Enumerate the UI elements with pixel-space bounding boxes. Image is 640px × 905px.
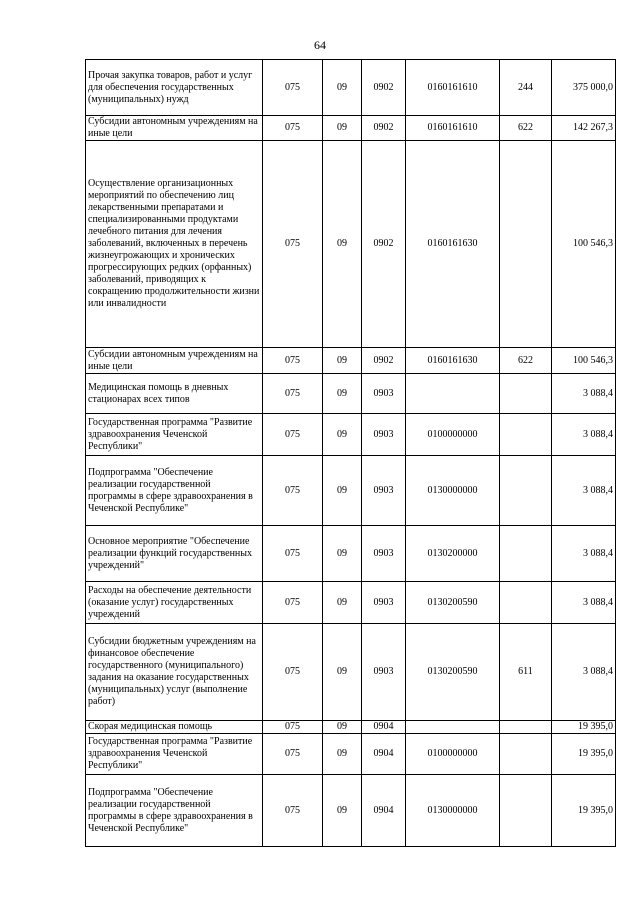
expense-type-code: 622 bbox=[500, 116, 552, 141]
expense-type-code bbox=[500, 526, 552, 582]
subsection-code: 0902 bbox=[362, 60, 406, 116]
section-code: 09 bbox=[323, 775, 362, 847]
amount: 19 395,0 bbox=[552, 734, 616, 775]
subsection-code: 0902 bbox=[362, 348, 406, 374]
budget-table bbox=[85, 59, 616, 847]
section-code: 09 bbox=[323, 456, 362, 526]
target-article-code: 0100000000 bbox=[406, 734, 500, 775]
expense-type-code bbox=[500, 414, 552, 456]
ministry-code: 075 bbox=[263, 116, 323, 141]
ministry-code: 075 bbox=[263, 734, 323, 775]
amount: 19 395,0 bbox=[552, 775, 616, 847]
amount: 100 546,3 bbox=[552, 141, 616, 348]
target-article-code: 0100000000 bbox=[406, 414, 500, 456]
ministry-code: 075 bbox=[263, 374, 323, 414]
expense-type-code: 622 bbox=[500, 348, 552, 374]
table-row bbox=[86, 721, 616, 734]
expense-type-code bbox=[500, 582, 552, 624]
target-article-code: 0160161610 bbox=[406, 116, 500, 141]
section-code: 09 bbox=[323, 582, 362, 624]
ministry-code: 075 bbox=[263, 60, 323, 116]
section-code: 09 bbox=[323, 141, 362, 348]
ministry-code: 075 bbox=[263, 348, 323, 374]
expense-type-code bbox=[500, 734, 552, 775]
section-code: 09 bbox=[323, 60, 362, 116]
row-name: Расходы на обеспечение деятельности (оказание услуг) государственных учреждений bbox=[86, 582, 263, 624]
section-code: 09 bbox=[323, 734, 362, 775]
table-row bbox=[86, 456, 616, 526]
row-name: Основное мероприятие "Обеспечение реализации функций государственных учреждений" bbox=[86, 526, 263, 582]
ministry-code: 075 bbox=[263, 582, 323, 624]
expense-type-code bbox=[500, 141, 552, 348]
expense-type-code bbox=[500, 721, 552, 734]
target-article-code: 0130200590 bbox=[406, 582, 500, 624]
amount: 3 088,4 bbox=[552, 582, 616, 624]
subsection-code: 0904 bbox=[362, 734, 406, 775]
ministry-code: 075 bbox=[263, 775, 323, 847]
target-article-code bbox=[406, 374, 500, 414]
amount: 19 395,0 bbox=[552, 721, 616, 734]
subsection-code: 0903 bbox=[362, 582, 406, 624]
amount: 3 088,4 bbox=[552, 526, 616, 582]
subsection-code: 0902 bbox=[362, 116, 406, 141]
amount: 375 000,0 bbox=[552, 60, 616, 116]
row-name: Подпрограмма "Обеспечение реализации государственной программы в сфере здравоохранения в Чеченской Республике" bbox=[86, 456, 263, 526]
row-name: Прочая закупка товаров, работ и услуг для обеспечения государственных (муниципальных) нужд bbox=[86, 60, 263, 116]
subsection-code: 0904 bbox=[362, 775, 406, 847]
subsection-code: 0903 bbox=[362, 624, 406, 721]
ministry-code: 075 bbox=[263, 624, 323, 721]
section-code: 09 bbox=[323, 526, 362, 582]
table-row bbox=[86, 374, 616, 414]
subsection-code: 0903 bbox=[362, 414, 406, 456]
row-name: Субсидии автономным учреждениям на иные цели bbox=[86, 116, 263, 141]
subsection-code: 0903 bbox=[362, 456, 406, 526]
target-article-code: 0130000000 bbox=[406, 456, 500, 526]
ministry-code: 075 bbox=[263, 414, 323, 456]
row-name: Государственная программа "Развитие здравоохранения Чеченской Республики" bbox=[86, 414, 263, 456]
expense-type-code bbox=[500, 374, 552, 414]
expense-type-code: 611 bbox=[500, 624, 552, 721]
section-code: 09 bbox=[323, 624, 362, 721]
target-article-code: 0160161610 bbox=[406, 60, 500, 116]
target-article-code bbox=[406, 721, 500, 734]
row-name: Субсидии бюджетным учреждениям на финансовое обеспечение государственного (муниципального) задания на оказание государственных (муниципальных) услуг (выполнение работ) bbox=[86, 624, 263, 721]
row-name: Государственная программа "Развитие здравоохранения Чеченской Республики" bbox=[86, 734, 263, 775]
table-row bbox=[86, 60, 616, 116]
amount: 142 267,3 bbox=[552, 116, 616, 141]
subsection-code: 0904 bbox=[362, 721, 406, 734]
section-code: 09 bbox=[323, 348, 362, 374]
ministry-code: 075 bbox=[263, 526, 323, 582]
expense-type-code bbox=[500, 775, 552, 847]
amount: 3 088,4 bbox=[552, 414, 616, 456]
table-row bbox=[86, 526, 616, 582]
table-row bbox=[86, 141, 616, 348]
page-number: 64 bbox=[314, 38, 326, 52]
amount: 100 546,3 bbox=[552, 348, 616, 374]
row-name: Субсидии автономным учреждениям на иные цели bbox=[86, 348, 263, 374]
table-row bbox=[86, 414, 616, 456]
section-code: 09 bbox=[323, 116, 362, 141]
amount: 3 088,4 bbox=[552, 456, 616, 526]
target-article-code: 0160161630 bbox=[406, 348, 500, 374]
table-row bbox=[86, 624, 616, 721]
ministry-code: 075 bbox=[263, 721, 323, 734]
target-article-code: 0130200590 bbox=[406, 624, 500, 721]
subsection-code: 0903 bbox=[362, 374, 406, 414]
subsection-code: 0902 bbox=[362, 141, 406, 348]
expense-type-code: 244 bbox=[500, 60, 552, 116]
table-row bbox=[86, 775, 616, 847]
target-article-code: 0130000000 bbox=[406, 775, 500, 847]
section-code: 09 bbox=[323, 721, 362, 734]
target-article-code: 0160161630 bbox=[406, 141, 500, 348]
subsection-code: 0903 bbox=[362, 526, 406, 582]
row-name: Осуществление организационных мероприятий по обеспечению лиц лекарственными препаратами и специализированными продуктами лечебного питания для лечения заболеваний, включенных в перечень жизнеугрожающих и хронических прогрессирующих редких (орфанных) заболеваний, приводящих к сокращению продолжительности жизни или инвалидности bbox=[86, 141, 263, 348]
target-article-code: 0130200000 bbox=[406, 526, 500, 582]
ministry-code: 075 bbox=[263, 141, 323, 348]
section-code: 09 bbox=[323, 374, 362, 414]
row-name: Подпрограмма "Обеспечение реализации государственной программы в сфере здравоохранения в Чеченской Республике" bbox=[86, 775, 263, 847]
row-name: Скорая медицинская помощь bbox=[86, 721, 263, 734]
table-row bbox=[86, 734, 616, 775]
table-row bbox=[86, 348, 616, 374]
amount: 3 088,4 bbox=[552, 374, 616, 414]
expense-type-code bbox=[500, 456, 552, 526]
row-name: Медицинская помощь в дневных стационарах всех типов bbox=[86, 374, 263, 414]
section-code: 09 bbox=[323, 414, 362, 456]
table-row bbox=[86, 582, 616, 624]
table-row bbox=[86, 116, 616, 141]
ministry-code: 075 bbox=[263, 456, 323, 526]
amount: 3 088,4 bbox=[552, 624, 616, 721]
